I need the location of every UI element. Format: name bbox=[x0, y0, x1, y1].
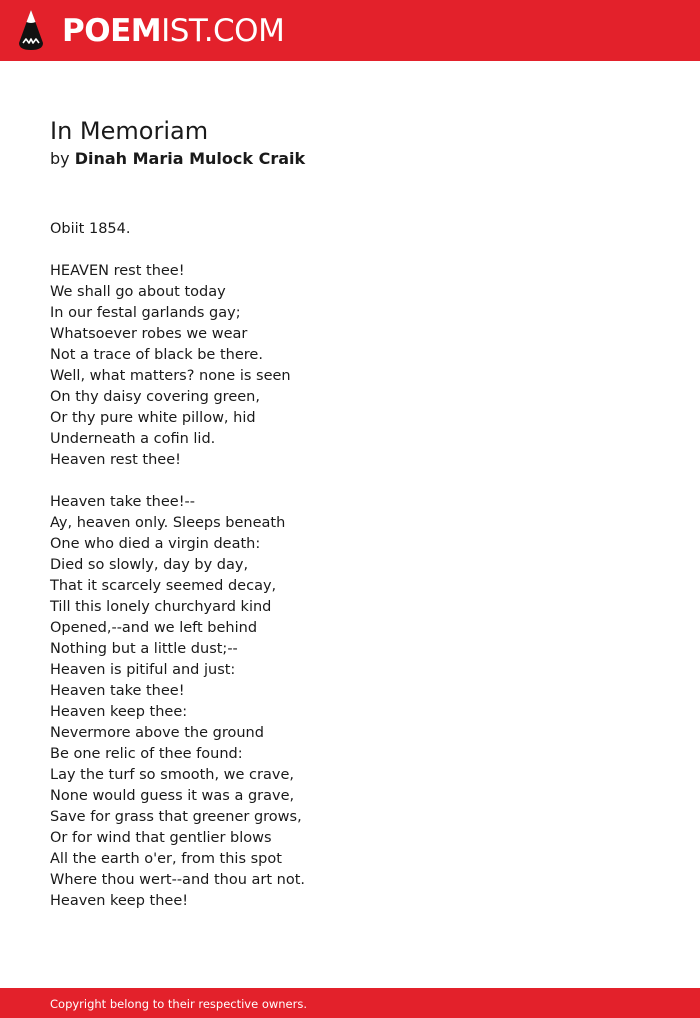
logo-light-text: IST.COM bbox=[161, 13, 285, 49]
poem-line: Heaven take thee!-- bbox=[50, 494, 195, 510]
poem-line: Nothing but a little dust;-- bbox=[50, 641, 238, 657]
poem-line: Be one relic of thee found: bbox=[50, 746, 243, 762]
poem-line: Whatsoever robes we wear bbox=[50, 326, 248, 342]
poem-line: On thy daisy covering green, bbox=[50, 389, 260, 405]
poem-line: Not a trace of black be there. bbox=[50, 347, 263, 363]
poem-line: Obiit 1854. bbox=[50, 221, 131, 237]
site-logo[interactable] bbox=[62, 11, 284, 51]
author-name: Dinah Maria Mulock Craik bbox=[74, 149, 306, 168]
stanza-break bbox=[50, 240, 650, 261]
poem-line: In our festal garlands gay; bbox=[50, 305, 241, 321]
poem-line: One who died a virgin death: bbox=[50, 536, 261, 552]
poem-line: Where thou wert--and thou art not. bbox=[50, 872, 305, 888]
by-label: by bbox=[50, 149, 70, 168]
poem-line: Save for grass that greener grows, bbox=[50, 809, 302, 825]
poem-body bbox=[50, 219, 650, 912]
poem-line: Heaven is pitiful and just: bbox=[50, 662, 236, 678]
poem-title: In Memoriam bbox=[50, 117, 209, 145]
pencil-tip-icon[interactable] bbox=[18, 9, 44, 51]
poem-line: Or for wind that gentlier blows bbox=[50, 830, 272, 846]
poem-line: Heaven keep thee: bbox=[50, 704, 188, 720]
poem-line: HEAVEN rest thee! bbox=[50, 263, 185, 279]
poem-line: Well, what matters? none is seen bbox=[50, 368, 291, 384]
poem-line: Till this lonely churchyard kind bbox=[50, 599, 272, 615]
site-header bbox=[0, 0, 700, 61]
site-footer bbox=[0, 988, 700, 1018]
poem-line: Ay, heaven only. Sleeps beneath bbox=[50, 515, 286, 531]
poem-line: All the earth o'er, from this spot bbox=[50, 851, 282, 867]
poem-line: Heaven rest thee! bbox=[50, 452, 181, 468]
poem-line: None would guess it was a grave, bbox=[50, 788, 295, 804]
poem-line: Heaven keep thee! bbox=[50, 893, 189, 909]
poem-line: Opened,--and we left behind bbox=[50, 620, 258, 636]
byline bbox=[50, 148, 305, 170]
poem-line: Underneath a cofin lid. bbox=[50, 431, 216, 447]
poem-line: That it scarcely seemed decay, bbox=[50, 578, 277, 594]
logo-bold-text: POEM bbox=[62, 13, 162, 49]
poem-line: Died so slowly, day by day, bbox=[50, 557, 249, 573]
poem-line: Lay the turf so smooth, we crave, bbox=[50, 767, 294, 783]
poem-line: Heaven take thee! bbox=[50, 683, 185, 699]
poem-line: Or thy pure white pillow, hid bbox=[50, 410, 256, 426]
stanza-break bbox=[50, 471, 650, 492]
poem-line: We shall go about today bbox=[50, 284, 226, 300]
copyright-notice: Copyright belong to their respective owners. bbox=[50, 997, 308, 1011]
poem-line: Nevermore above the ground bbox=[50, 725, 264, 741]
